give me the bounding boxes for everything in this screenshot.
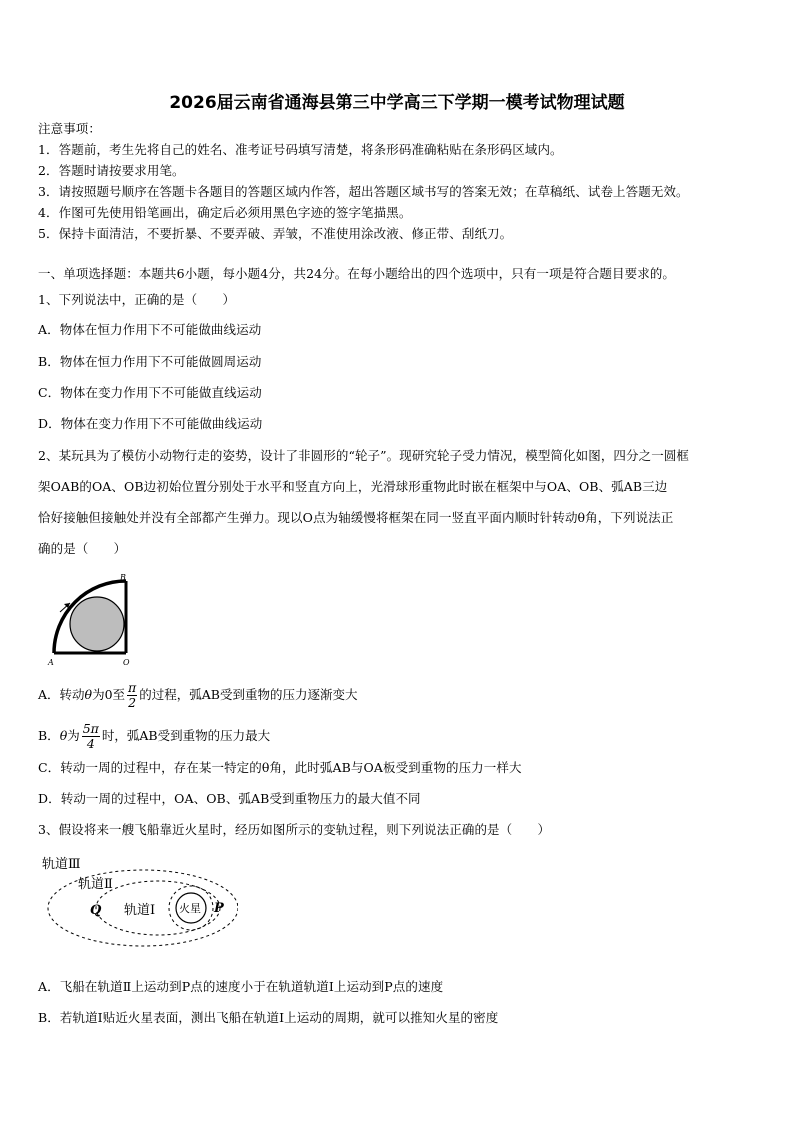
question-3-stem: 3、假设将来一艘飞船靠近火星时，经历如图所示的变轨过程，则下列说法正确的是（ ） bbox=[38, 822, 551, 837]
fraction-5pi-over-4: $\frac{5\pi}{4}$ bbox=[82, 721, 99, 751]
question-1-option-c: C．物体在变力作用下不可能做直线运动 bbox=[38, 385, 262, 400]
fraction-pi-over-2: $\frac{\pi}{2}$ bbox=[128, 680, 137, 710]
notice-item-5: 5．保持卡面清洁，不要折暴、不要弄破、弄皱，不准使用涂改液、修正带、刮纸刀。 bbox=[38, 226, 513, 241]
notice-item-2: 2．答题时请按要求用笔。 bbox=[38, 163, 185, 178]
question-1-stem: 1、下列说法中，正确的是（ ） bbox=[38, 292, 236, 307]
question-2-stem-line-3: 恰好接触但接触处并没有全部都产生弹力。现以O点为轴缓慢将框架在同一竖直平面内顺时针转动θ角，下列说法正 bbox=[38, 510, 674, 525]
question-2-option-a: A．转动θ为0至 $\frac{\pi}{2}$ 的过程，弧AB受到重物的压力逐渐变大 bbox=[38, 680, 358, 710]
question-2-option-c: C．转动一周的过程中，存在某一特定的θ角，此时弧AB与OA板受到重物的压力一样大 bbox=[38, 760, 522, 775]
question-1-option-d: D．物体在变力作用下不可能做曲线运动 bbox=[38, 416, 263, 431]
figure-label-b: B bbox=[120, 573, 126, 582]
figure-label-o: O bbox=[123, 658, 130, 667]
figure-label-a: A bbox=[48, 658, 54, 667]
notice-heading: 注意事项： bbox=[38, 121, 102, 136]
mars-label: 火星 bbox=[179, 902, 201, 915]
orbit-2-label: 轨道Ⅱ bbox=[78, 877, 113, 892]
question-2-option-b: B．θ为 $\frac{5\pi}{4}$ 时，弧AB受到重物的压力最大 bbox=[38, 721, 271, 751]
point-q-label: Q bbox=[90, 903, 102, 918]
page-title: 2026届云南省通海县第三中学高三下学期一模考试物理试题 bbox=[169, 93, 625, 113]
question-2-option-d: D．转动一周的过程中，OA、OB、弧AB受到重物压力的最大值不同 bbox=[38, 791, 421, 806]
orbit-1-label: 轨道Ⅰ bbox=[124, 903, 156, 918]
question-2-stem-line-2: 架OAB的OA、OB边初始位置分别处于水平和竖直方向上，光滑球形重物此时嵌在框架中与OA、OB、弧AB三边 bbox=[38, 479, 668, 494]
orbit-transfer-figure bbox=[38, 852, 238, 962]
question-2-stem-line-4: 确的是（ ） bbox=[38, 541, 127, 556]
section-heading: 一、单项选择题：本题共6小题，每小题4分，共24分。在每小题给出的四个选项中，只有一项是符合题目要求的。 bbox=[38, 266, 676, 281]
question-1-option-b: B．物体在恒力作用下不可能做圆周运动 bbox=[38, 354, 262, 369]
quarter-circle-frame-figure bbox=[40, 570, 140, 670]
question-3-option-a: A．飞船在轨道Ⅱ上运动到P点的速度小于在轨道轨道Ⅰ上运动到P点的速度 bbox=[38, 979, 444, 994]
notice-item-4: 4．作图可先使用铅笔画出，确定后必须用黑色字迹的签字笔描黑。 bbox=[38, 205, 412, 220]
point-p-label: P bbox=[214, 901, 224, 916]
question-3-option-b: B．若轨道I贴近火星表面，测出飞船在轨道I上运动的周期，就可以推知火星的密度 bbox=[38, 1010, 499, 1025]
notice-item-1: 1．答题前，考生先将自己的姓名、准考证号码填写清楚，将条形码准确粘贴在条形码区域内。 bbox=[38, 142, 563, 157]
notice-item-3: 3．请按照题号顺序在答题卡各题目的答题区域内作答，超出答题区域书写的答案无效；在草稿纸、试卷上答题无效。 bbox=[38, 184, 689, 199]
orbit-3-label: 轨道Ⅲ bbox=[42, 857, 81, 872]
question-2-stem-line-1: 2、某玩具为了模仿小动物行走的姿势，设计了非圆形的“轮子”。现研究轮子受力情况，模型简化如图，四分之一圆框 bbox=[38, 448, 690, 463]
question-1-option-a: A．物体在恒力作用下不可能做曲线运动 bbox=[38, 322, 262, 337]
